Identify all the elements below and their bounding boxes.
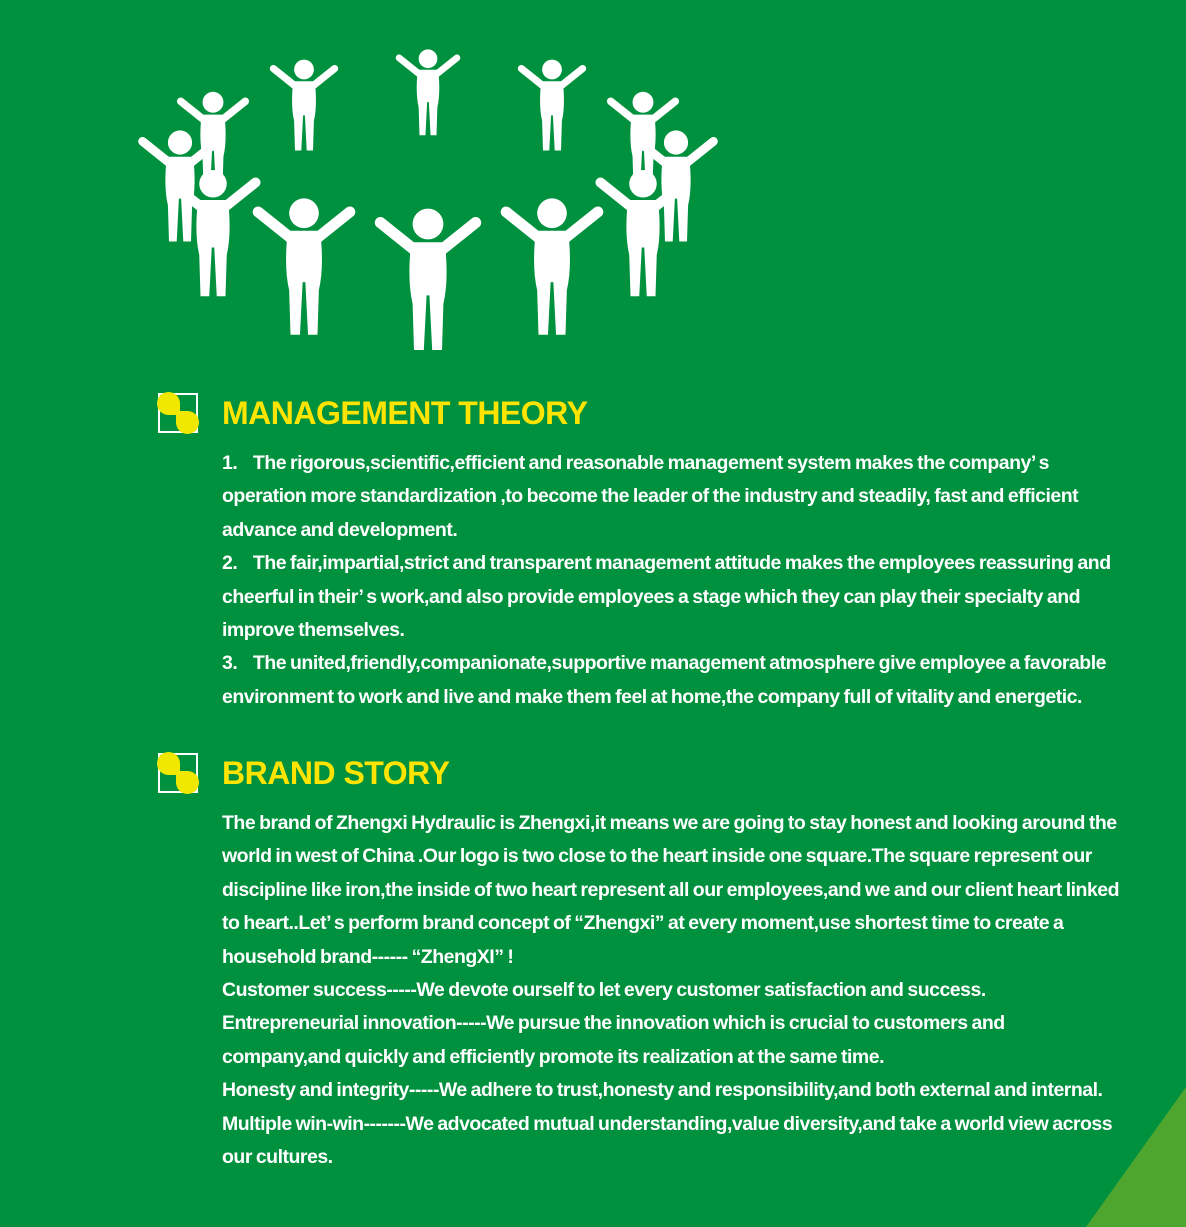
leaf-square-logo-icon (158, 753, 198, 793)
section-heading: BRAND STORY (222, 754, 450, 791)
leaf-bottom-icon (176, 771, 199, 794)
management-point-3: 3. The united,friendly,companionate,supportive management atmosphere give employee a favorable environment to work and live and make them feel at home,the company full of vitality and energetic. (222, 652, 1106, 708)
brand-story-body (222, 807, 1127, 1174)
leaf-bottom-icon (176, 411, 199, 434)
brand-value-honesty-integrity: Honesty and integrity-----We adhere to trust,honesty and responsibility,and both external and internal. (222, 1079, 1103, 1102)
brand-value-entrepreneurial-innovation: Entrepreneurial innovation-----We pursue the innovation which is crucial to customers and company,and quickly and efficiently promote its realization at the same time. (222, 1012, 1005, 1068)
people-circle-illustration (138, 42, 718, 362)
brand-value-customer-success: Customer success-----We devote ourself to let every customer satisfaction and success. (222, 979, 986, 1002)
section-heading: MANAGEMENT THEORY (222, 394, 588, 431)
leaf-square-logo-icon (158, 393, 198, 433)
management-point-1: 1. The rigorous,scientific,efficient and reasonable management system makes the company’ s operation more standardization ,to become the leader of the industry and steadily, fast and efficient advance and development. (222, 452, 1079, 541)
brand-story-heading-row (158, 752, 1118, 794)
management-theory-heading-row (158, 392, 1118, 434)
brand-story-paragraph: The brand of Zhengxi Hydraulic is Zhengxi,it means we are going to stay honest and looking around the world in west of China .Our logo is two close to the heart inside one square.The square represent our discipline like iron,the inside of two heart represent all our employees,and we and our client heart linked to heart..Let’ s perform brand concept of “Zhengxi” at every moment,use shortest time to create a household brand------ “ZhengXI” ! (222, 812, 1120, 968)
management-theory-section (158, 392, 1118, 714)
management-theory-body (222, 447, 1127, 714)
brand-story-section (158, 752, 1118, 1174)
brand-value-multiple-win-win: Multiple win-win-------We advocated mutual understanding,value diversity,and take a world view across our cultures. (222, 1112, 1113, 1169)
management-point-2: 2. The fair,impartial,strict and transparent management attitude makes the employees reassuring and cheerful in their’ s work,and also provide employees a stage which they can play their specialty and improve themselves. (222, 552, 1111, 642)
